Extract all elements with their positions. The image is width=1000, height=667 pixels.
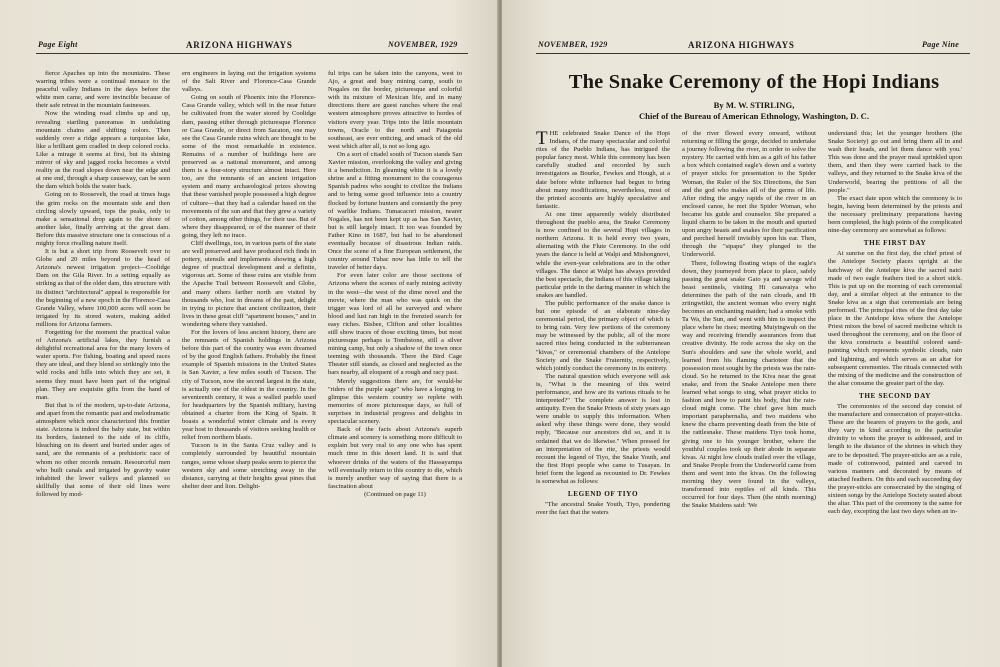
paragraph: There, following floating wisps of the eagle's down, they journeyed from place to place, safely passing the great snake Gato ya and savage wild beast sentinels, visiting Hi canavaiya who determines the path of the rain clouds, and Hi zriingwtikit, the ancient woman who every night becomes an enchanting maiden; had a smoke with Ta Wa, the Sun, and went with him to inspect the place where he rises; meeting Muiyingwuh on the way and receiving friendly assurances from that creative divinity. He rode across the sky on the Sun's shoulders and saw the whole world, and learned from his flaming charioteer that the possession most sought by the priests was the rain-cloud. So he returned to the Kiva near the great snake, and from the Snake Antelope men there learned what songs to sing, what prayer sticks to fashion and how to paint his body, that the rain-cloud might come. The chief gave him much important paraphernalia, and two maidens who knew the charm preventing death from the bite of the rattlesnake. These maidens Tiyo took home, giving one to his younger brother, where the youthful couples took up their abode in separate kivas. At night low clouds trailed over the village, and Snake People from the Underworld came from them and went into the kivas. On the following morning they were found in the valleys, transformed into reptiles of all kinds. This occurred for four days. Then (the ninth morning) the Snake Maidens said: 'We: [682, 259, 816, 510]
right-article-columns: [536, 130, 962, 660]
paragraph: But that is of the modern, up-to-date Arizona, and apart from the romantic past and melodramatic atmosphere which once characterized this frontier state. Arizona is indeed the baby state, but within its borders, fastened to the side of its cliffs, bleaching on its desert and buried under ages of sand, are the remnants of a prehistoric race of whom no other records remain. Resourceful men who built canals and irrigated by gravity water inhabited the lower valleys and planned so skillfully that some of their old lines were followed by mod-: [36, 401, 170, 498]
paragraph: Going on south of Phoenix into the Florence-Casa Grande valley, which will in the near future be cultivated from the water stored by Coolidge dam, passing either through picturesque Florence or Casa Grande, or direct from Sacaton, one may see the Casa Grande ruins which are thought to be some of the most remarkable in existence. Remains of a number of buildings here are preserved as a national monument, and among them is a four-story structure almost intact. Here too, are the remnants of an ancient irrigation system and many archaeological prizes showing that these vanished people possessed a high degree of culture—that they had a calendar based on the movements of the sun and that they grew a variety of cotton, among other things, for their use. But of where they disappeared, or of the manner of their going, they left no trace.: [182, 94, 316, 239]
paragraph: "The ancestral Snake Youth, Tiyo, pondering over the fact that the waters: [536, 501, 670, 517]
affiliation: Chief of the Bureau of American Ethnology, Washington, D. C.: [638, 111, 870, 121]
paragraph: Tucson is in the Santa Cruz valley and is completely surrounded by beautiful mountain ranges, some whose sharp peaks seem to pierce the western sky and some stretching away in the distance, carrying at their heights great pines that shelter deer and lion. Delight-: [182, 442, 316, 490]
left-column-2: [182, 70, 316, 650]
paragraph: understand this; let the younger brothers (the Snake Society) go out and bring them all in and wash their heads, and let them dance with you.' This was done and the prayer meal sprinkled upon them, and then they were carried back to the valleys, and they returned to the Snake kiva of the Underworld, bearing the petitions of all the people.": [828, 130, 962, 194]
left-column-3: [328, 70, 462, 650]
magazine-title-left: ARIZONA HIGHWAYS: [186, 40, 293, 50]
left-column-1: [36, 70, 170, 650]
section-heading: THE FIRST DAY: [863, 239, 927, 248]
issue-date-left: NOVEMBER, 1929: [388, 40, 458, 49]
paragraph: The natural question which everyone will ask is, "What is the meaning of this weird performance, and how are its various rituals to be interpreted?" The complete answer is lost in antiquity. Even the Snake Priests of sixty years ago were unable to supply this information. When asked why these things were done, they would reply, "Because our ancestors did so, and it is ordained that we do likewise." When pressed for an interpretation of the rite, the priests would recount the legend of Tiyo, the Snake Youth, and the first Hopi people who came to Tusayan. In brief form the legend as recounted to Dr. Fewkes is somewhat as follows:: [536, 372, 670, 486]
paragraph: The ceremonies of the second day consist of the manufacture and consecration of prayer-sticks. These are the bearers of prayers to the gods, and they vary in kind according to the particular divinity to whom the prayer is addressed, and in length to the distance of the shrines in which they are to be deposited. The prayer-sticks are as a rule, made of cottonwood, painted and carved in various manners and decorated by means of attached feathers. On this and each succeeding day the prayer-sticks are consecrated by the singing of sixteen songs by the Antelope Society seated about the altar. This part of the ceremony is the same for each day, excepting the last two days when an in-: [828, 403, 962, 516]
paragraph: At one time apparently widely distributed throughout the pueblo area, the Snake Ceremony is now confined to the several Hopi villages in northern Arizona. It is held every two years, alternating with the Flute Ceremony. In the odd years the dance is held at Walpi and Mishongnovi, while the even-year celebrations are in the other villages. The dance at Walpi has always provided the best spectacle, the Indians of this village taking particular pride in the daring manner in which the snakes are handled.: [536, 210, 670, 299]
paragraph: At sunrise on the first day, the chief priest of the Antelope Society places upright at the hatchway of the Antelope kiva the sacred natci made of two eagle feathers tied to a short stick. This is put up on the morning of each ceremonial day, and a similar object at the entrance to the Snake kiva as a sign that ceremonials are being performed. The principal rites of the first day take place in the Antelope kiva where the Antelope Priest mixes the bowl of sacred medicine which is used throughout the ceremony, and on the floor of the kiva constructs a beautiful colored sand-painting which represents symbolic clouds, rain and lightning, and which serves as an altar for subsequent ceremonies. The rituals connected with the mixing of the medicine and the construction of the altar consume the greater part of the day.: [828, 250, 962, 387]
right-page: [502, 0, 1000, 667]
magazine-title-right: ARIZONA HIGHWAYS: [688, 40, 795, 50]
byline: [534, 100, 974, 122]
issue-date-right: NOVEMBER, 1929: [538, 40, 608, 49]
paragraph: For even later color are those sections of Arizona where the scenes of early mining activity in the west—the west of the dime novel and the movie, where the man who was quick on the trigger was lord of all he surveyed and where blood and lust ran high in the frenzied search for easy riches. Bisbee, Clifton and other localities still show traces of those exciting times, but most picturesque perhaps is Tombstone, still a silver mining camp, but only a shadow of the town once teeming with thousands. There the Bird Cage Theater still stands, as closed and neglected as the bars nearby, all eloquent of a rough and racy past.: [328, 272, 462, 377]
section-heading: THE SECOND DAY: [858, 391, 932, 400]
paragraph: Cliff dwellings, too, in various parts of the state are well preserved and have produced rich finds in pottery, utensils and implements showing a high degree of practical development and a definite, vigorous art. Some of these ruins are visible from the Apache Trail between Roosevelt and Globe, and many others farther north are visited by thousands who, lost in dreams of the past, delight in trying to picture that ancient civilization, their lives in these great cliff "apartment houses," and in wondering where they vanished.: [182, 239, 316, 328]
paragraph: Merely suggestions there are, for would-be "riders of the purple sage" who have a longing to glimpse this western country so replete with memories of more picturesque days, so full of surprises in industrial progress and delights in spectacular scenery.: [328, 377, 462, 426]
paragraph: For the lovers of less ancient history, there are the remnants of Spanish holdings in Arizona before this part of the country was even dreamed of by the good English fathers. Probably the finest example of Spanish missions in the United States is San Xavier, a few miles south of Tucson. The city of Tucson, now the second largest in the state, is actually one of the oldest in the country. In the seventeenth century, it was a walled pueblo used for headquarters by the Spanish military, having obtained a charter from the King of Spain. It boasts a wonderful winter climate and is every year host to thousands of visitors seeking health or relief from northern blasts.: [182, 329, 316, 442]
right-column-3: [828, 130, 962, 660]
header-rule-left: [36, 53, 468, 54]
header-rule-right: [536, 53, 970, 54]
continued-link[interactable]: (Continued on page 11): [364, 490, 426, 498]
paragraph: of the river flowed every onward, without returning or filling the gorge, decided to undertake a journey following the river, in order to solve the mystery. He carried with him as a gift of his father a box which contained eagle's down and a variety of prayer sticks for presentation to the Spider Woman, the Ruler of the Six Directions, the Sun and the god who makes all of the germs of life. After riding the angry rapids of the river in an enclosed canoe, he met the Spider Woman, who became his guide and counselor. She prepared a liquid charm to be taken in the mouth and spurted upon angry beasts and snakes for their pacification and perched herself invisibly upon his ear. Then, through the "sipapu" they plunged to the Underworld.: [682, 130, 816, 259]
paragraph: The public performance of the snake dance is but one episode of an elaborate nine-day ceremonial period, the primary object of which is to bring rain. Very few portions of the ceremony may be witnessed by the public, all of the more sacred rites being conducted in the subterranean "kivas," or ceremonial chambers of the Antelope Society and the Snake Fraternity, respectively, which jointly conduct the ceremony in its entirety.: [536, 299, 670, 372]
right-column-1: [536, 130, 670, 660]
left-page: [0, 0, 498, 667]
paragraph: It is but a short trip from Roosevelt over to Globe and 20 miles beyond to the head of Arizona's newest irrigation project—Coolidge Dam on the Gila River. In a setting equally as striking as that of the older dam, this structure with its distinct "architectural" appeal is responsible for the beginning of a new epoch in the Florence-Casa Grande Valley, where 100,000 acres will soon be irrigated by its stored waters, making added millions for Arizona farmers.: [36, 248, 170, 328]
paragraph: fierce Apaches up into the mountains. These warring tribes were a continual menace to the peaceful valley Indians in the days before the white men came, and were invincible because of their safe retreat in the mountain fastnesses.: [36, 70, 170, 110]
section-heading: LEGEND OF TIYO: [567, 490, 639, 499]
author: By M. W. STIRLING,: [713, 100, 795, 110]
lead-paragraph: [536, 130, 670, 211]
paragraph: Going on to Roosevelt, the road at times hugs the grim rocks on the mountain side and then circling slowly upward, tops the peaks, only to make a sensational drop again to the shore of another lake, finally arriving at the great dam. Before this massive structure one is conscious of a mighty force rivalling nature itself.: [36, 191, 170, 247]
paragraph: Back of the facts about Arizona's superb climate and scenery is something more difficult to explain but very real to any one who has spent much time in this desert land. It is said that whoever drinks of the waters of the Hassayampa will eventually return to this country to die, which is merely another way of saying that there is a fascination about: [328, 426, 462, 490]
paragraph: Forgetting for the moment the practical value of Arizona's artificial lakes, they furnish a delightful recreational area for the many lovers of water sports. For fishing, boating and speed races they are ideal, and they blend so strikingly into the wild rocks and hills into which they are set, it seems they must have been part of the original plan. They are exquisite gifts from the hand of man.: [36, 329, 170, 401]
paragraph: On a sort of citadel south of Tucson stands San Xavier mission, overlooking the valley and giving it a benediction. In gleaming white it is a lovely shrine and a fitting monument to the courageous Spanish padres who sought to civilize the Indians and to bring some good influence into a country flocked by fortune hunters and constantly the prey of warlike Indians. Tumacacori mission, nearer Nogales, has not been kept up as has San Xavier, but is still largely intact. It too was founded by Father Kino in 1687, but had to be abandoned eventually because of disastrous Indian raids. Once the scene of a fine European settlement, the country around Tubac now has little to tell the traveler of better days.: [328, 150, 462, 272]
right-column-2: [682, 130, 816, 660]
drop-cap: T: [536, 130, 548, 149]
page-number-right: Page Nine: [922, 40, 960, 49]
paragraph: ful trips can be taken into the canyons, west to Ajo, a great and busy mining camp, south to Nogales on the border, picturesque and colorful with its mixture of Mexican life, and in many directions there are guest ranches where the real western atmosphere proves attractive to hordes of visitors every year. Trips into the little mountain towns, Oracle to the north and Patagonia southeast, are ever enticing, and smack of the old west which after all, is not so long ago.: [328, 70, 462, 150]
lead-text: HE celebrated Snake Dance of the Hopi Indians, of the many spectacular and colorful rites of the Pueblo Indians, has intrigued the popular fancy most. While this ceremony has been carefully studied and recorded by such investigators as Bourke, Fewkes and Hough, at a date before white influence had begun to bring about many modifications, nevertheless, most of the printed accounts are highly speculative and fantastic.: [536, 130, 670, 210]
paragraph: Now the winding road climbs up and up, revealing startling panoramas in undulating mountain chains and shifting colors. Then suddenly over a ridge appears a turquoise lake, like a brilliant gem cradled in deep colored rocks. Like a mirage it seems at first, but its shining mirror of sky and jagged rocks becomes a vivid reality as the road slopes down near the edge and at one end, through a sharp causeway, can be seen the dam which holds the water back.: [36, 110, 170, 191]
paragraph: ern engineers in laying out the irrigation systems of the Salt River and Florence-Casa Grande valleys.: [182, 70, 316, 94]
article-title: The Snake Ceremony of the Hopi Indians: [568, 71, 940, 93]
page-number-left: Page Eight: [38, 40, 78, 49]
left-article-columns: [36, 70, 462, 650]
paragraph: The exact date upon which the ceremony is to begin, having been determined by the priests and the necessary preliminary preparations having been completed, the high points of the complicated nine-day ceremony are somewhat as follows:: [828, 194, 962, 235]
